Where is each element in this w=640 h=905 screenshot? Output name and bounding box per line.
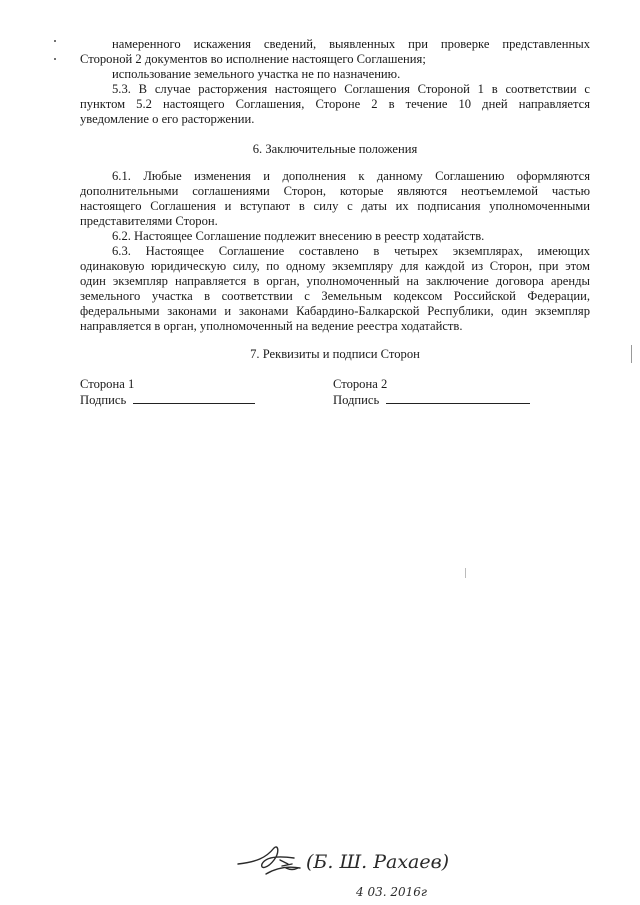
text-line: 6.1. Любые изменения и дополнения к данному Соглашению оформляются (112, 169, 590, 183)
signature-scribble (238, 847, 300, 874)
party1-signature-field (80, 392, 255, 408)
text-line: Стороной 2 документов во исполнение настоящего Соглашения; (80, 52, 426, 66)
text-line: пунктом 5.2 настоящего Соглашения, Стороне 2 в течение 10 дней направляется (80, 97, 590, 111)
text-line: представителями Сторон. (80, 214, 218, 228)
party2-name: Сторона 2 (333, 377, 388, 391)
text-line: 6.2. Настоящее Соглашение подлежит внесению в реестр ходатайств. (112, 229, 485, 243)
text-line: 5.3. В случае расторжения настоящего Соглашения Стороной 1 в соответствии с (112, 82, 590, 96)
text-line: использование земельного участка не по назначению. (112, 67, 401, 81)
section-heading: 6. Заключительные положения (252, 142, 418, 156)
scan-speck (54, 40, 56, 42)
party2-sign-label: Подпись (333, 393, 380, 407)
signature-line (133, 392, 255, 404)
text-line: 6.3. Настоящее Соглашение составлено в четырех экземплярах, имеющих (112, 244, 590, 258)
scan-edge-mark (631, 345, 632, 363)
handwritten-date: 4 03. 2016г (356, 885, 427, 899)
scan-edge-mark (465, 568, 466, 578)
signature-line (386, 392, 530, 404)
section-heading: 7. Реквизиты и подписи Сторон (250, 347, 420, 361)
text-line: земельного участка в соответствии с Земельным кодексом Российской Федерации, (80, 289, 590, 303)
text-line: одинаковую юридическую силу, по одному экземпляру для каждой из Сторон, при этом (80, 259, 590, 273)
text-line: федеральными законами и законами Кабардино-Балкарской Республики, один экземпляр (80, 304, 590, 318)
text-line: уведомление о его расторжении. (80, 112, 255, 126)
party2-signature-field (333, 392, 530, 408)
text-line: дополнительными соглашениями Сторон, которые являются неотъемлемой частью (80, 184, 590, 198)
text-line: намеренного искажения сведений, выявленных при проверке представленных (112, 37, 590, 51)
text-line: настоящего Соглашения и вступают в силу с даты их подписания уполномоченными (80, 199, 590, 213)
handwritten-signature (236, 838, 496, 900)
party1-sign-label: Подпись (80, 393, 127, 407)
text-line: направляется в орган, уполномоченный на ведение реестра ходатайств. (80, 319, 463, 333)
scan-speck (54, 58, 56, 60)
handwritten-name: (Б. Ш. Рахаев) (306, 851, 450, 873)
text-line: один экземпляр направляется в орган, уполномоченный на заключение договора аренды (80, 274, 590, 288)
party1-name: Сторона 1 (80, 377, 135, 391)
